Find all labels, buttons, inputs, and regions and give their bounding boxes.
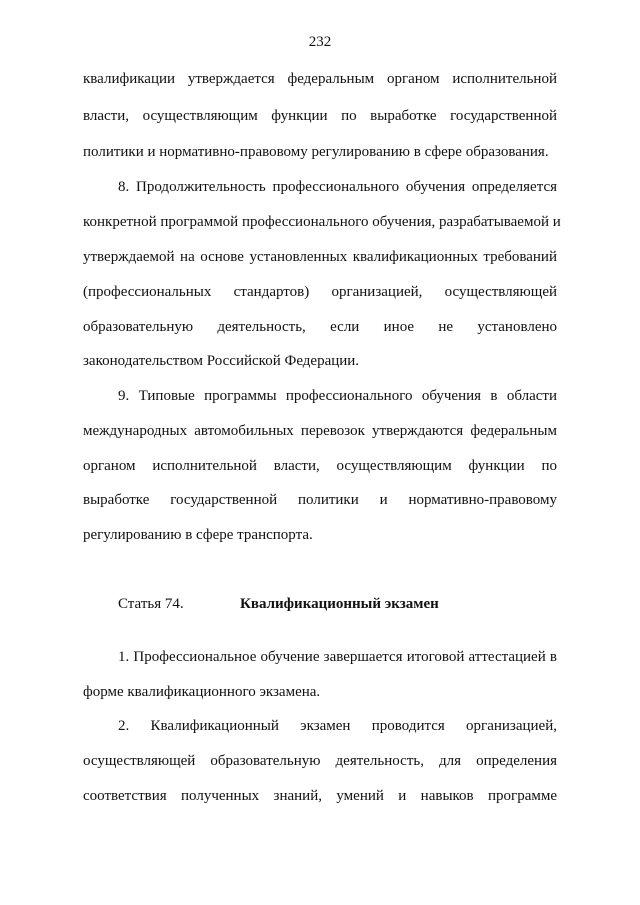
article-title: Квалификационный экзамен — [240, 596, 439, 612]
text-line: органом исполнительной власти, осуществляющим функции по — [83, 458, 557, 474]
text-line: образовательную деятельность, если иное не установлено — [83, 319, 557, 335]
text-line: 2. Квалификационный экзамен проводится организацией, — [118, 718, 557, 734]
text-line: квалификации утверждается федеральным органом исполнительной — [83, 71, 557, 87]
text-line: осуществляющей образовательную деятельность, для определения — [83, 753, 557, 769]
text-line: соответствия полученных знаний, умений и навыков программе — [83, 788, 557, 804]
text-line: 9. Типовые программы профессионального обучения в области — [118, 388, 557, 404]
text-line: форме квалификационного экзамена. — [83, 684, 321, 700]
text-line: 8. Продолжительность профессионального обучения определяется — [118, 179, 557, 195]
text-line: утверждаемой на основе установленных квалификационных требований — [83, 249, 557, 265]
page-number: 232 — [308, 34, 332, 50]
text-line: регулированию в сфере транспорта. — [83, 527, 313, 543]
text-line: политики и нормативно-правовому регулированию в сфере образования. — [83, 144, 549, 160]
text-line: конкретной программой профессионального обучения, разрабатываемой и — [83, 214, 561, 230]
text-line: выработке государственной политики и нормативно-правовому — [83, 492, 557, 508]
text-line: 1. Профессиональное обучение завершается итоговой аттестацией в — [118, 649, 557, 665]
text-line: законодательством Российской Федерации. — [83, 353, 360, 369]
text-line: международных автомобильных перевозок утверждаются федеральным — [83, 423, 557, 439]
article-number: Статья 74. — [118, 596, 184, 612]
text-line: (профессиональных стандартов) организацией, осуществляющей — [83, 284, 557, 300]
text-line: власти, осуществляющим функции по выработке государственной — [83, 108, 557, 124]
